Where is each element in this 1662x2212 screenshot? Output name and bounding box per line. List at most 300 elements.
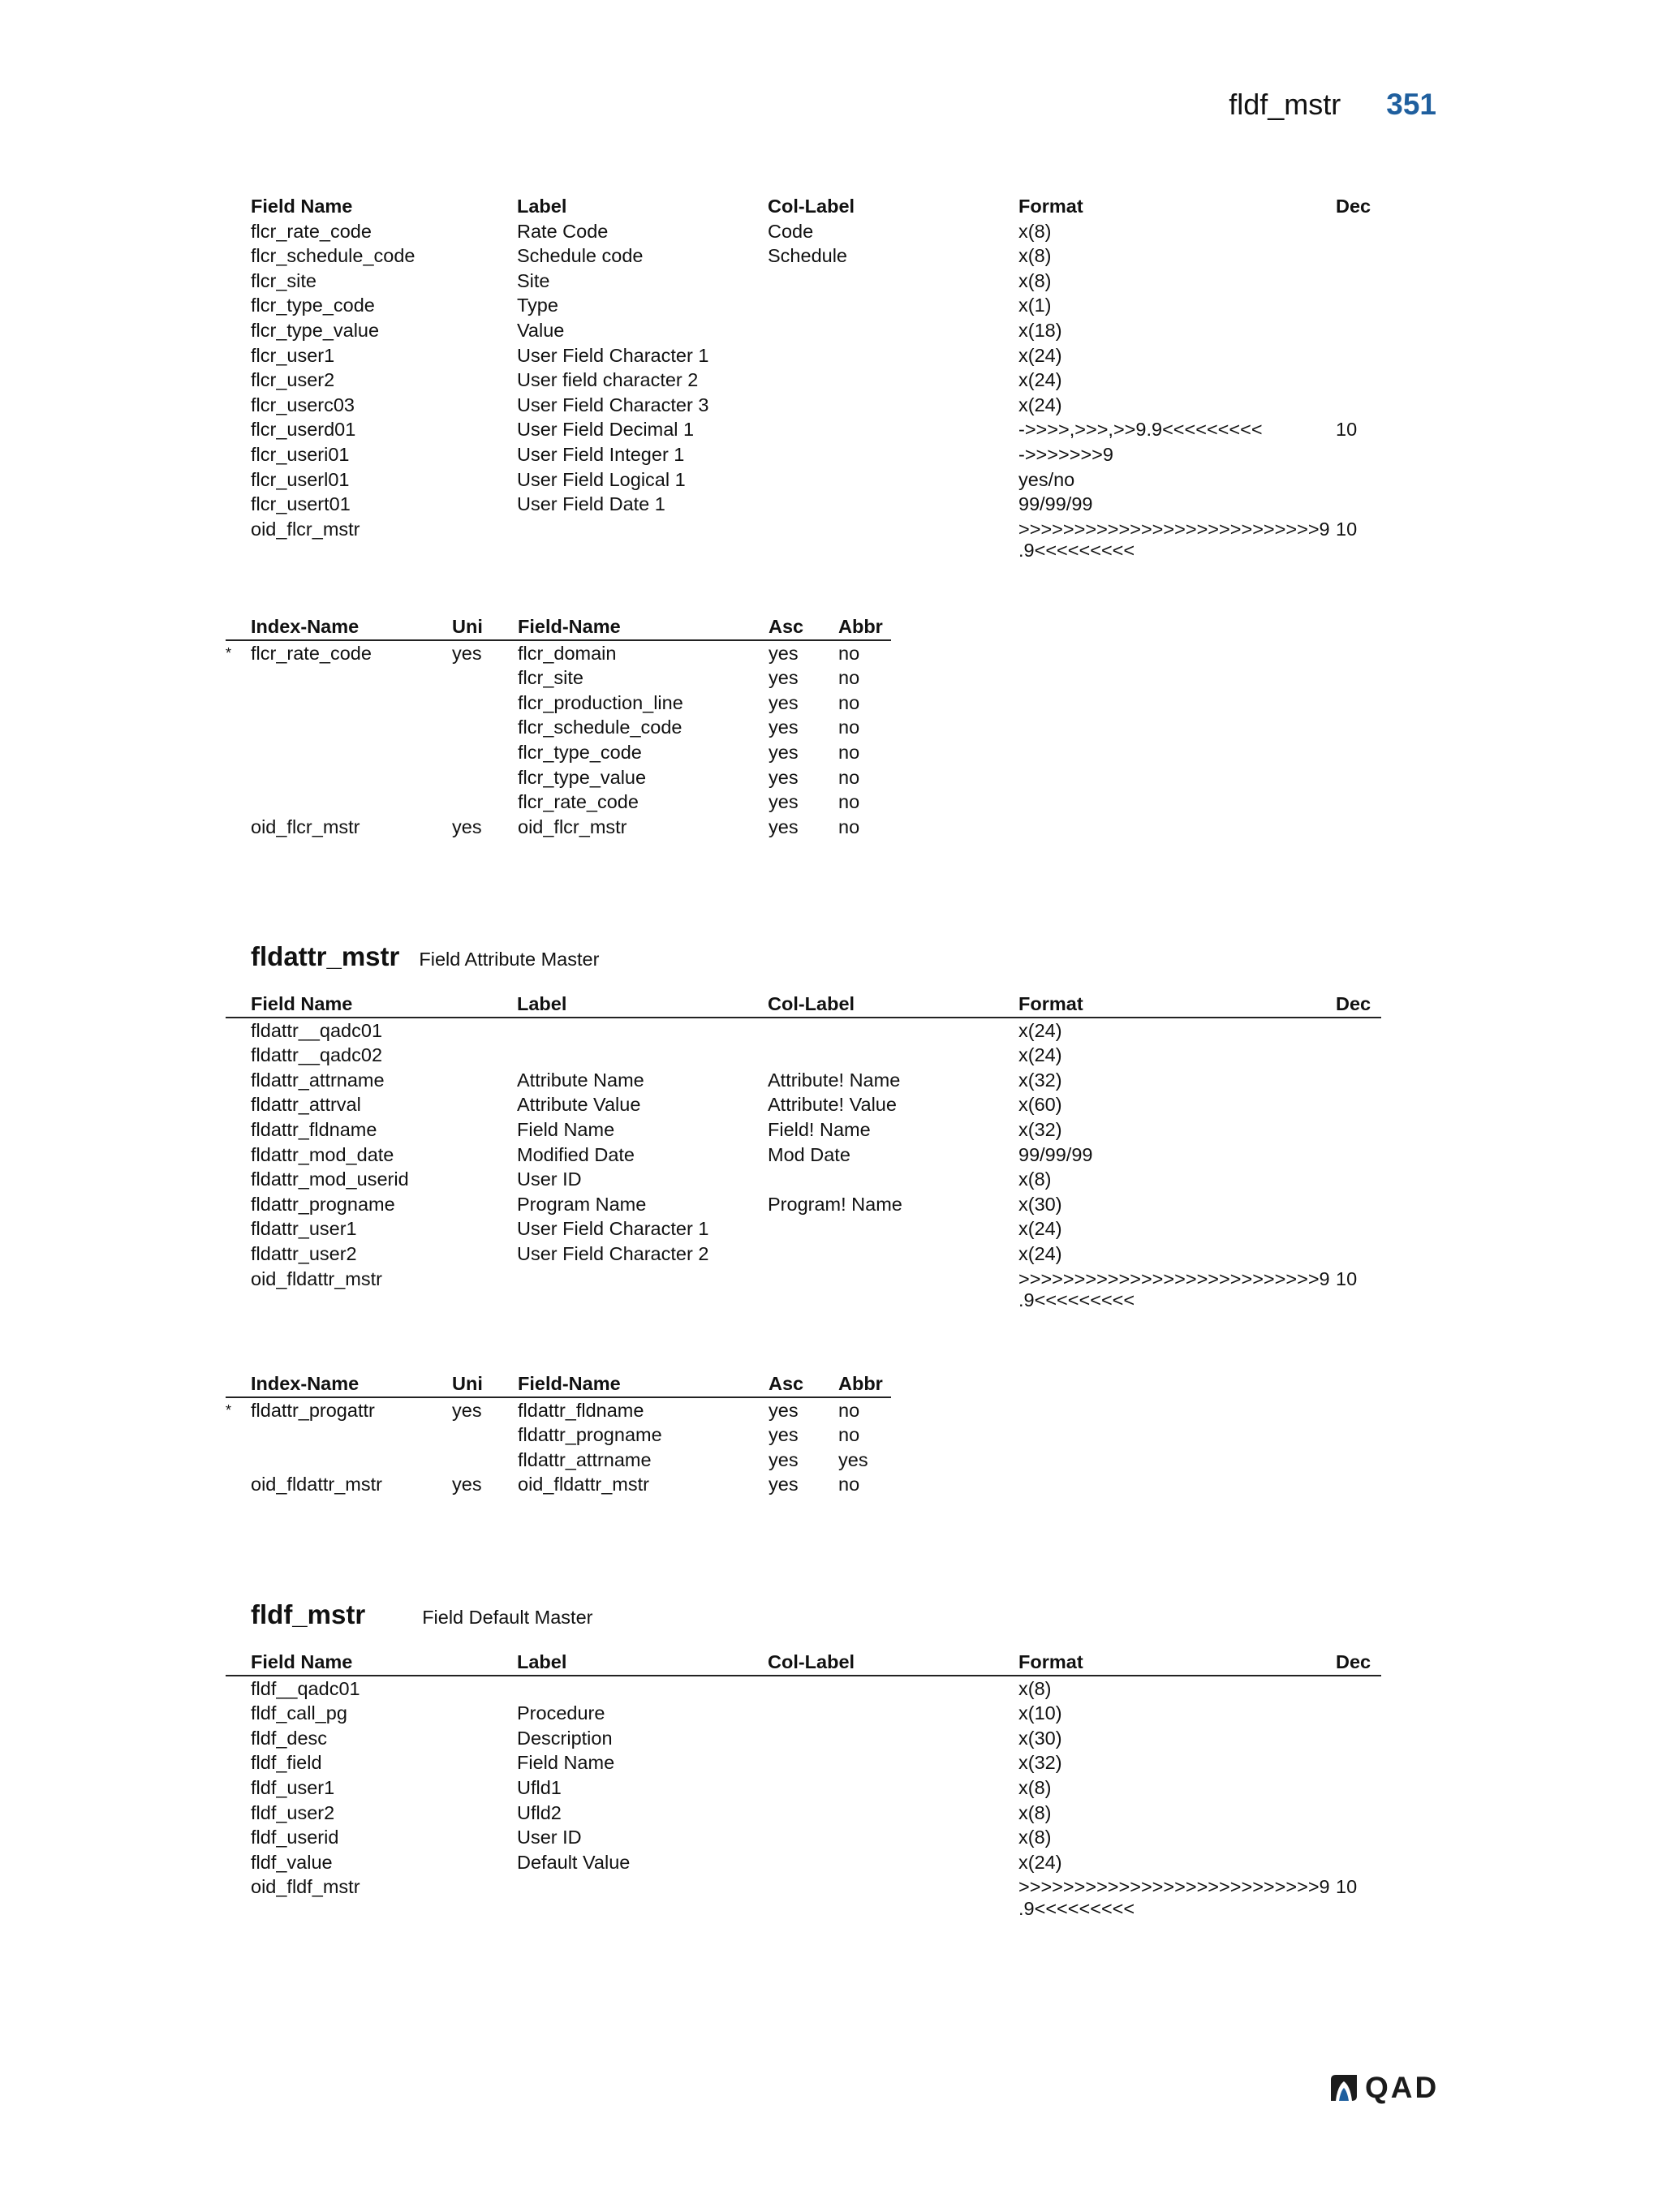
primary-index-marker xyxy=(226,790,251,815)
running-head xyxy=(1229,88,1436,122)
format-cell: x(32) xyxy=(1018,1118,1062,1140)
field-name-cell: oid_fldf_mstr xyxy=(251,1876,360,1898)
index-name-cell: oid_flcr_mstr xyxy=(251,816,360,837)
format-cell: 99/99/99 xyxy=(1018,493,1093,515)
fldf-table-description: Field Default Master xyxy=(422,1607,593,1628)
table-row xyxy=(226,1192,1381,1217)
gutter-cell xyxy=(226,243,251,269)
format-cell: x(8) xyxy=(1018,1827,1052,1848)
format-cell: x(24) xyxy=(1018,1218,1062,1240)
table-row xyxy=(226,1267,1381,1311)
col-label-cell xyxy=(768,1676,1018,1702)
table-row xyxy=(226,1701,1381,1726)
uni-cell: yes xyxy=(452,816,482,837)
col-label-cell xyxy=(768,1018,1018,1044)
header-row xyxy=(226,614,891,640)
table-row xyxy=(226,1242,1381,1267)
col-label-cell xyxy=(768,1825,1018,1850)
flcr-field-table xyxy=(226,194,1381,561)
fldattr-field-table xyxy=(226,992,1381,1310)
field-name-cell: fldattr_progname xyxy=(251,1193,395,1215)
label-cell: User Field Integer 1 xyxy=(517,443,685,465)
gutter-cell xyxy=(226,343,251,368)
table-row xyxy=(226,740,891,765)
format-cell: x(18) xyxy=(1018,319,1062,341)
field-name-cell: fldattr__qadc02 xyxy=(251,1044,383,1066)
dec-cell xyxy=(1336,219,1381,244)
label-cell: Default Value xyxy=(517,1851,631,1873)
gutter-cell xyxy=(226,269,251,294)
format-cell xyxy=(1018,1267,1336,1311)
format-cell: x(24) xyxy=(1018,1242,1062,1264)
gutter-cell xyxy=(226,492,251,517)
format-cell: x(8) xyxy=(1018,220,1052,242)
dec-cell xyxy=(1336,1242,1381,1267)
label-cell: User Field Logical 1 xyxy=(517,468,686,490)
primary-index-marker xyxy=(226,691,251,716)
field-name-cell: fldf_value xyxy=(251,1851,333,1873)
format-cell: x(8) xyxy=(1018,1801,1052,1823)
dec-cell xyxy=(1336,1117,1381,1143)
dec-cell xyxy=(1336,1676,1381,1702)
table-row xyxy=(226,691,891,716)
col-label-cell: Field! Name xyxy=(768,1118,871,1140)
dec-cell xyxy=(1336,1018,1381,1044)
col-label-cell xyxy=(768,1167,1018,1192)
table-row xyxy=(226,517,1381,562)
label-header: Label xyxy=(517,196,567,217)
gutter-cell xyxy=(226,1068,251,1093)
asc-cell: yes xyxy=(769,1399,799,1421)
format-cell: x(24) xyxy=(1018,369,1062,391)
field-name-cell: oid_flcr_mstr xyxy=(518,816,627,837)
label-cell: User Field Character 3 xyxy=(517,394,709,415)
field-name-cell: flcr_userd01 xyxy=(251,419,356,441)
field-name-cell: flcr_schedule_code xyxy=(251,245,416,267)
dec-cell xyxy=(1336,467,1381,493)
dec-cell xyxy=(1336,318,1381,343)
dec-cell xyxy=(1336,1192,1381,1217)
table-row xyxy=(226,293,1381,318)
label-cell: Field Name xyxy=(517,1118,615,1140)
dec-cell xyxy=(1336,1750,1381,1775)
format-cell: x(1) xyxy=(1018,295,1052,316)
field-name-cell: fldattr_attrname xyxy=(518,1448,652,1470)
label-cell: User Field Character 1 xyxy=(517,1218,709,1240)
gutter-cell xyxy=(226,417,251,442)
flcr-index-table xyxy=(226,614,891,839)
dec-header: Dec xyxy=(1336,1650,1381,1676)
label-cell xyxy=(517,1874,768,1919)
col-label-cell xyxy=(768,1801,1018,1826)
col-label-cell: Mod Date xyxy=(768,1143,850,1165)
label-header: Label xyxy=(517,992,768,1018)
table-row xyxy=(226,665,891,691)
label-cell: Attribute Value xyxy=(517,1094,641,1116)
header-row xyxy=(226,992,1381,1018)
asc-cell: yes xyxy=(769,766,799,788)
gutter-cell xyxy=(226,1850,251,1875)
asc-cell: yes xyxy=(769,816,799,837)
field-name-cell: oid_flcr_mstr xyxy=(251,518,360,540)
col-label-cell xyxy=(768,1726,1018,1751)
label-cell: User ID xyxy=(517,1168,582,1190)
uni-cell xyxy=(452,740,518,765)
field-name-cell: fldf_call_pg xyxy=(251,1702,347,1724)
abbr-cell: no xyxy=(838,667,860,689)
gutter-cell xyxy=(226,1043,251,1068)
index-name-cell: oid_fldattr_mstr xyxy=(251,1474,382,1495)
field-name-cell: flcr_production_line xyxy=(518,691,683,713)
label-cell: User Field Character 2 xyxy=(517,1242,709,1264)
field-name-cell: fldattr_mod_userid xyxy=(251,1168,409,1190)
table-row xyxy=(226,1167,1381,1192)
uni-cell xyxy=(452,715,518,740)
dec-cell xyxy=(1336,1850,1381,1875)
primary-index-marker xyxy=(226,815,251,840)
col-label-cell xyxy=(768,467,1018,493)
format-cell: x(24) xyxy=(1018,344,1062,366)
table-row xyxy=(226,1068,1381,1093)
table-row xyxy=(226,368,1381,393)
field-name-cell: flcr_user2 xyxy=(251,369,335,391)
uni-cell: yes xyxy=(452,642,482,664)
format-cell xyxy=(1018,517,1336,562)
gutter-cell xyxy=(226,1825,251,1850)
format-cell: x(8) xyxy=(1018,1168,1052,1190)
abbr-cell: no xyxy=(838,1474,860,1495)
uni-cell: yes xyxy=(452,1474,482,1495)
gutter-cell xyxy=(226,1775,251,1801)
format-header: Format xyxy=(1018,1650,1336,1676)
format-cell: x(8) xyxy=(1018,269,1052,291)
col-label-cell xyxy=(768,368,1018,393)
abbr-cell: no xyxy=(838,717,860,738)
dec-cell xyxy=(1336,368,1381,393)
field-name-header: Field-Name xyxy=(518,614,769,640)
primary-index-marker xyxy=(226,1422,251,1448)
dec-cell xyxy=(1336,1701,1381,1726)
label-cell xyxy=(517,517,768,562)
field-name-cell: fldattr_mod_date xyxy=(251,1143,394,1165)
format-cell: ->>>>>>>9 xyxy=(1018,443,1113,465)
running-head-title: fldf_mstr xyxy=(1229,88,1341,121)
uni-cell xyxy=(452,1448,518,1473)
header-row xyxy=(226,1650,1381,1676)
format-value: >>>>>>>>>>>>>>>>>>>>>>>>>>>9 xyxy=(1018,518,1330,540)
abbr-cell: no xyxy=(838,816,860,837)
primary-index-marker xyxy=(226,1448,251,1473)
fldf-field-table xyxy=(226,1650,1381,1919)
label-cell: Procedure xyxy=(517,1702,605,1724)
fldattr-table-description: Field Attribute Master xyxy=(419,949,600,970)
table-row xyxy=(226,715,891,740)
label-cell: Ufld2 xyxy=(517,1801,562,1823)
header-row xyxy=(226,1371,891,1397)
table-row xyxy=(226,1726,1381,1751)
uni-cell xyxy=(452,665,518,691)
col-label-cell xyxy=(768,318,1018,343)
field-name-cell: fldf_user1 xyxy=(251,1776,335,1798)
field-name-cell: fldattr_user2 xyxy=(251,1242,357,1264)
table-row xyxy=(226,1143,1381,1168)
format-cell: x(30) xyxy=(1018,1727,1062,1749)
format-cell: x(24) xyxy=(1018,1851,1062,1873)
primary-index-marker xyxy=(226,765,251,790)
format-cell: x(8) xyxy=(1018,1677,1052,1699)
field-name-cell: fldf_userid xyxy=(251,1827,339,1848)
label-cell: Modified Date xyxy=(517,1143,635,1165)
col-label-cell xyxy=(768,1874,1018,1919)
gutter-cell xyxy=(226,467,251,493)
field-name-cell: fldf_user2 xyxy=(251,1801,335,1823)
dec-cell: 10 xyxy=(1336,1876,1358,1898)
abbr-cell: no xyxy=(838,766,860,788)
index-name-cell: flcr_rate_code xyxy=(251,642,372,664)
asc-header: Asc xyxy=(769,1371,838,1397)
qad-logo xyxy=(1328,2071,1439,2105)
col-label-cell: Code xyxy=(768,220,814,242)
index-name-header: Index-Name xyxy=(251,1371,452,1397)
abbr-header: Abbr xyxy=(838,1371,891,1397)
dec-cell xyxy=(1336,1143,1381,1168)
index-name-cell xyxy=(251,740,452,765)
dec-header: Dec xyxy=(1336,196,1371,217)
label-cell xyxy=(517,1018,768,1044)
table-row xyxy=(226,1117,1381,1143)
uni-header: Uni xyxy=(452,614,518,640)
col-label-cell xyxy=(768,1242,1018,1267)
field-name-cell: fldattr_attrval xyxy=(251,1094,361,1116)
field-name-cell: flcr_type_value xyxy=(518,766,647,788)
field-name-cell: flcr_type_value xyxy=(251,319,380,341)
col-label-cell xyxy=(768,1750,1018,1775)
table-row xyxy=(226,1801,1381,1826)
table-row xyxy=(226,1750,1381,1775)
format-continuation: .9<<<<<<<<< xyxy=(1018,1897,1135,1919)
field-name-cell: fldattr_attrname xyxy=(251,1069,385,1091)
gutter-cell xyxy=(226,1267,251,1311)
format-continuation: .9<<<<<<<<< xyxy=(1018,540,1135,562)
table-row xyxy=(226,1472,891,1497)
asc-cell: yes xyxy=(769,717,799,738)
format-cell: x(32) xyxy=(1018,1069,1062,1091)
index-name-cell xyxy=(251,715,452,740)
table-row xyxy=(226,219,1381,244)
format-cell: 99/99/99 xyxy=(1018,1143,1093,1165)
table-row xyxy=(226,467,1381,493)
table-row xyxy=(226,269,1381,294)
table-row xyxy=(226,1043,1381,1068)
gutter-cell xyxy=(226,1167,251,1192)
col-label-cell xyxy=(768,442,1018,467)
primary-index-marker xyxy=(226,665,251,691)
table-row xyxy=(226,1448,891,1473)
format-cell: x(8) xyxy=(1018,1776,1052,1798)
field-name-cell: fldf__qadc01 xyxy=(251,1677,360,1699)
col-label-cell xyxy=(768,517,1018,562)
gutter-cell xyxy=(226,614,251,640)
dec-cell xyxy=(1336,293,1381,318)
table-row xyxy=(226,343,1381,368)
field-name-cell: flcr_userc03 xyxy=(251,394,355,415)
asc-cell: yes xyxy=(769,1474,799,1495)
abbr-cell: no xyxy=(838,1424,860,1446)
uni-cell xyxy=(452,790,518,815)
col-label-cell xyxy=(768,417,1018,442)
col-label-cell xyxy=(768,1775,1018,1801)
format-cell: x(10) xyxy=(1018,1702,1062,1724)
col-label-cell xyxy=(768,343,1018,368)
gutter-cell xyxy=(226,1216,251,1242)
gutter-cell xyxy=(226,1371,251,1397)
primary-index-marker xyxy=(226,1472,251,1497)
label-cell: Site xyxy=(517,269,550,291)
label-cell: User ID xyxy=(517,1827,582,1848)
table-row xyxy=(226,1422,891,1448)
label-cell: User field character 2 xyxy=(517,369,699,391)
table-row xyxy=(226,1216,1381,1242)
col-label-cell: Schedule xyxy=(768,245,847,267)
field-name-cell: flcr_rate_code xyxy=(251,220,372,242)
field-name-cell: flcr_domain xyxy=(518,642,617,664)
index-name-cell xyxy=(251,665,452,691)
field-name-cell: fldattr_fldname xyxy=(518,1399,644,1421)
fldattr-table-name: fldattr_mstr xyxy=(251,941,400,971)
abbr-cell: no xyxy=(838,741,860,763)
table-row xyxy=(226,1775,1381,1801)
format-cell: x(24) xyxy=(1018,394,1062,415)
field-name-cell: flcr_rate_code xyxy=(518,791,639,813)
asc-header: Asc xyxy=(769,614,838,640)
uni-cell xyxy=(452,691,518,716)
gutter-cell xyxy=(226,1701,251,1726)
format-cell: x(30) xyxy=(1018,1193,1062,1215)
format-cell: x(32) xyxy=(1018,1752,1062,1774)
primary-index-marker: * xyxy=(226,1401,232,1418)
abbr-cell: yes xyxy=(838,1448,868,1470)
dec-cell xyxy=(1336,1801,1381,1826)
fldattr-index-table xyxy=(226,1371,891,1497)
field-name-cell: fldattr_fldname xyxy=(251,1118,377,1140)
col-label-cell xyxy=(768,1216,1018,1242)
format-cell: x(24) xyxy=(1018,1044,1062,1066)
dec-cell xyxy=(1336,1167,1381,1192)
dec-cell xyxy=(1336,343,1381,368)
field-name-cell: fldattr_user1 xyxy=(251,1218,357,1240)
asc-cell: yes xyxy=(769,667,799,689)
table-row xyxy=(226,1825,1381,1850)
gutter-cell xyxy=(226,194,251,219)
format-cell: ->>>>,>>>,>>9.9<<<<<<<<< xyxy=(1018,419,1263,441)
abbr-cell: no xyxy=(838,791,860,813)
index-name-cell xyxy=(251,1422,452,1448)
dec-cell: 10 xyxy=(1336,419,1358,441)
gutter-cell xyxy=(226,293,251,318)
dec-cell xyxy=(1336,393,1381,418)
fldattr-section-heading xyxy=(251,941,599,972)
asc-cell: yes xyxy=(769,691,799,713)
gutter-cell xyxy=(226,1192,251,1217)
label-cell: User Field Decimal 1 xyxy=(517,419,695,441)
gutter-cell xyxy=(226,368,251,393)
label-cell: Value xyxy=(517,319,565,341)
label-cell: Program Name xyxy=(517,1193,647,1215)
label-cell: Attribute Name xyxy=(517,1069,644,1091)
field-name-cell: oid_fldattr_mstr xyxy=(518,1474,649,1495)
table-row xyxy=(226,492,1381,517)
table-row xyxy=(226,765,891,790)
field-name-header: Field-Name xyxy=(518,1371,769,1397)
gutter-cell xyxy=(226,393,251,418)
col-label-cell xyxy=(768,1043,1018,1068)
gutter-cell xyxy=(226,1676,251,1702)
dec-cell xyxy=(1336,269,1381,294)
format-value: >>>>>>>>>>>>>>>>>>>>>>>>>>>9 xyxy=(1018,1267,1330,1289)
abbr-cell: no xyxy=(838,691,860,713)
dec-cell xyxy=(1336,1775,1381,1801)
gutter-cell xyxy=(226,1143,251,1168)
header-row xyxy=(226,194,1381,219)
uni-cell xyxy=(452,1422,518,1448)
table-row xyxy=(226,243,1381,269)
label-cell: Ufld1 xyxy=(517,1776,562,1798)
field-name-cell: flcr_type_code xyxy=(518,741,642,763)
qad-logo-mark-icon xyxy=(1328,2073,1360,2102)
dec-cell: 10 xyxy=(1336,518,1358,540)
col-label-header: Col-Label xyxy=(768,1650,1018,1676)
col-label-header: Col-Label xyxy=(768,196,855,217)
table-row xyxy=(226,1018,1381,1044)
primary-index-marker xyxy=(226,740,251,765)
format-cell xyxy=(1018,1874,1336,1919)
gutter-cell xyxy=(226,1874,251,1919)
dec-cell xyxy=(1336,1068,1381,1093)
gutter-cell xyxy=(226,1242,251,1267)
field-name-header: Field Name xyxy=(251,196,353,217)
format-header: Format xyxy=(1018,196,1083,217)
gutter-cell xyxy=(226,219,251,244)
table-row xyxy=(226,1874,1381,1919)
col-label-cell: Attribute! Value xyxy=(768,1094,897,1116)
label-header: Label xyxy=(517,1650,768,1676)
col-label-cell xyxy=(768,1701,1018,1726)
label-cell: Description xyxy=(517,1727,613,1749)
gutter-cell xyxy=(226,992,251,1018)
field-name-cell: flcr_usert01 xyxy=(251,493,351,515)
field-name-cell: flcr_site xyxy=(251,269,316,291)
format-value: >>>>>>>>>>>>>>>>>>>>>>>>>>>9 xyxy=(1018,1876,1330,1898)
gutter-cell xyxy=(226,1726,251,1751)
format-cell: x(60) xyxy=(1018,1094,1062,1116)
field-name-cell: fldattr_progname xyxy=(518,1424,662,1446)
col-label-cell: Program! Name xyxy=(768,1193,902,1215)
abbr-cell: no xyxy=(838,642,860,664)
index-name-cell xyxy=(251,1448,452,1473)
dec-cell xyxy=(1336,1043,1381,1068)
index-name-cell: fldattr_progattr xyxy=(251,1399,375,1421)
field-name-cell: flcr_site xyxy=(518,667,583,689)
table-row xyxy=(226,1850,1381,1875)
col-label-cell xyxy=(768,393,1018,418)
abbr-cell: no xyxy=(838,1399,860,1421)
field-name-cell: flcr_type_code xyxy=(251,295,375,316)
field-name-cell: oid_fldattr_mstr xyxy=(251,1267,382,1289)
gutter-cell xyxy=(226,318,251,343)
table-row xyxy=(226,1676,1381,1702)
dec-cell xyxy=(1336,1726,1381,1751)
fldf-table-name: fldf_mstr xyxy=(251,1599,366,1629)
